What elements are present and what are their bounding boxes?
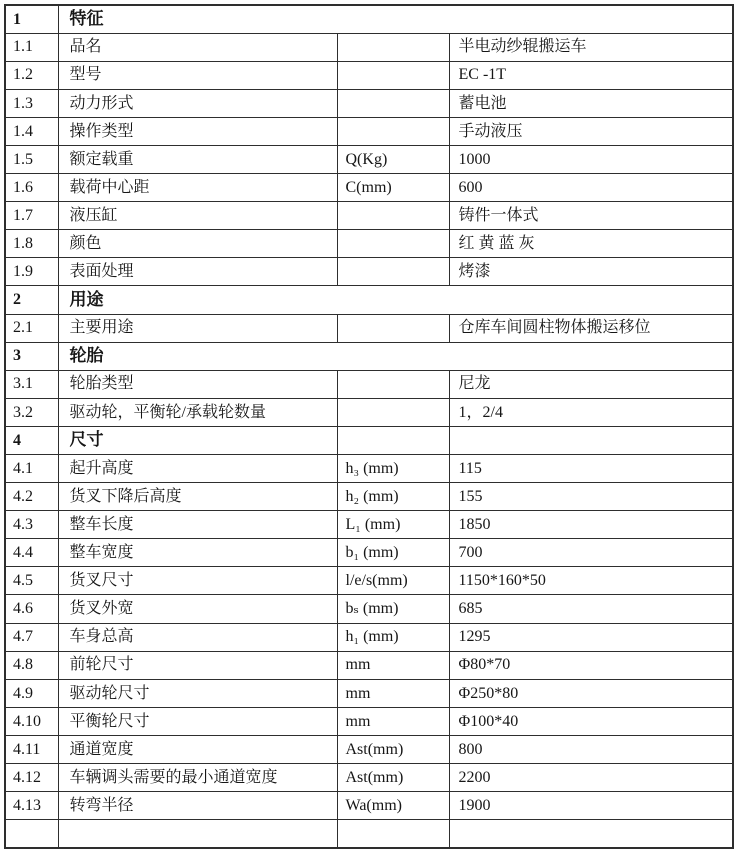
row-number-cell: 4.3: [5, 511, 58, 539]
row-label-cell: 液压缸: [58, 202, 337, 230]
row-label-cell: 轮胎: [58, 342, 733, 370]
row-number-cell: 3: [5, 342, 58, 370]
row-value-cell: 155: [449, 483, 733, 511]
row-number-cell: 1.2: [5, 61, 58, 89]
row-label-cell: 动力形式: [58, 89, 337, 117]
table-row: [5, 370, 733, 398]
table-row: [5, 735, 733, 763]
row-value-cell: 1000: [449, 145, 733, 173]
row-label-cell: 整车宽度: [58, 539, 337, 567]
row-number-cell: 2: [5, 286, 58, 314]
row-number-cell: 1.4: [5, 117, 58, 145]
row-number-cell: 1.5: [5, 145, 58, 173]
row-symbol-cell: [337, 89, 449, 117]
table-row: [5, 286, 733, 314]
row-value-cell: 685: [449, 595, 733, 623]
table-row-partial: [5, 820, 733, 848]
row-number-cell: 4.11: [5, 735, 58, 763]
row-number-cell: 4.2: [5, 483, 58, 511]
row-number-cell: 4.6: [5, 595, 58, 623]
row-number-cell: 1.8: [5, 230, 58, 258]
row-number-cell: 1: [5, 5, 58, 33]
spec-table-body: [5, 5, 733, 848]
table-row: [5, 651, 733, 679]
row-number-cell: 4.10: [5, 707, 58, 735]
table-row: [5, 398, 733, 426]
row-symbol-cell: Ast(mm): [337, 735, 449, 763]
row-symbol-cell: L₁ (mm): [337, 511, 449, 539]
row-label-cell: 货叉外宽: [58, 595, 337, 623]
row-label-cell: 载荷中心距: [58, 174, 337, 202]
row-symbol-cell: [337, 61, 449, 89]
row-value-cell: Φ250*80: [449, 679, 733, 707]
table-row: [5, 539, 733, 567]
row-number-cell: 4.12: [5, 764, 58, 792]
row-label-cell: 驱动轮尺寸: [58, 679, 337, 707]
row-value-cell: 115: [449, 455, 733, 483]
row-value-cell: 1900: [449, 792, 733, 820]
row-value-cell: 铸件一体式: [449, 202, 733, 230]
empty-cell: [58, 820, 337, 848]
table-row: [5, 89, 733, 117]
table-row: [5, 258, 733, 286]
row-value-cell: 1850: [449, 511, 733, 539]
row-number-cell: 1.7: [5, 202, 58, 230]
row-label-cell: 车身总高: [58, 623, 337, 651]
table-row: [5, 61, 733, 89]
row-number-cell: 2.1: [5, 314, 58, 342]
row-value-cell: 半电动纱辊搬运车: [449, 33, 733, 61]
table-row: [5, 707, 733, 735]
row-symbol-cell: mm: [337, 707, 449, 735]
row-symbol-cell: [337, 258, 449, 286]
row-symbol-cell: mm: [337, 651, 449, 679]
row-label-cell: 主要用途: [58, 314, 337, 342]
table-row: [5, 33, 733, 61]
row-value-cell: 烤漆: [449, 258, 733, 286]
row-number-cell: 4: [5, 426, 58, 454]
row-symbol-cell: [337, 426, 449, 454]
row-label-cell: 特征: [58, 5, 733, 33]
table-row: [5, 764, 733, 792]
row-symbol-cell: [337, 398, 449, 426]
row-value-cell: 尼龙: [449, 370, 733, 398]
row-value-cell: 1，2/4: [449, 398, 733, 426]
row-symbol-cell: [337, 230, 449, 258]
row-number-cell: 1.3: [5, 89, 58, 117]
row-label-cell: 前轮尺寸: [58, 651, 337, 679]
table-row: [5, 595, 733, 623]
row-symbol-cell: [337, 202, 449, 230]
row-value-cell: EC -1T: [449, 61, 733, 89]
row-label-cell: 驱动轮，平衡轮/承载轮数量: [58, 398, 337, 426]
row-label-cell: 品名: [58, 33, 337, 61]
row-label-cell: 整车长度: [58, 511, 337, 539]
row-value-cell: 手动液压: [449, 117, 733, 145]
table-row: [5, 5, 733, 33]
row-symbol-cell: b₁ (mm): [337, 539, 449, 567]
row-label-cell: 车辆调头需要的最小通道宽度: [58, 764, 337, 792]
row-number-cell: 4.4: [5, 539, 58, 567]
row-value-cell: 800: [449, 735, 733, 763]
row-value-cell: 仓库车间圆柱物体搬运移位: [449, 314, 733, 342]
table-row: [5, 455, 733, 483]
row-number-cell: 4.8: [5, 651, 58, 679]
empty-cell: [5, 820, 58, 848]
table-row: [5, 314, 733, 342]
row-label-cell: 颜色: [58, 230, 337, 258]
table-row: [5, 202, 733, 230]
row-symbol-cell: h₂ (mm): [337, 483, 449, 511]
row-label-cell: 平衡轮尺寸: [58, 707, 337, 735]
table-row: [5, 792, 733, 820]
row-number-cell: 1.6: [5, 174, 58, 202]
table-row: [5, 623, 733, 651]
table-row: [5, 483, 733, 511]
table-row: [5, 426, 733, 454]
row-label-cell: 通道宽度: [58, 735, 337, 763]
row-symbol-cell: h₃ (mm): [337, 455, 449, 483]
row-label-cell: 起升高度: [58, 455, 337, 483]
spec-table: [4, 4, 734, 849]
table-row: [5, 174, 733, 202]
row-value-cell: Φ80*70: [449, 651, 733, 679]
row-label-cell: 轮胎类型: [58, 370, 337, 398]
row-value-cell: 1150*160*50: [449, 567, 733, 595]
row-symbol-cell: [337, 314, 449, 342]
row-label-cell: 操作类型: [58, 117, 337, 145]
table-row: [5, 567, 733, 595]
row-number-cell: 1.1: [5, 33, 58, 61]
row-symbol-cell: bₛ (mm): [337, 595, 449, 623]
empty-cell: [337, 820, 449, 848]
empty-cell: [449, 820, 733, 848]
row-symbol-cell: [337, 117, 449, 145]
row-symbol-cell: Ast(mm): [337, 764, 449, 792]
row-symbol-cell: l/e/s(mm): [337, 567, 449, 595]
row-value-cell: [449, 426, 733, 454]
table-row: [5, 145, 733, 173]
table-row: [5, 230, 733, 258]
table-row: [5, 342, 733, 370]
row-value-cell: Φ100*40: [449, 707, 733, 735]
row-label-cell: 用途: [58, 286, 733, 314]
row-value-cell: 红 黄 蓝 灰: [449, 230, 733, 258]
row-number-cell: 4.9: [5, 679, 58, 707]
row-number-cell: 4.5: [5, 567, 58, 595]
row-value-cell: 700: [449, 539, 733, 567]
row-symbol-cell: [337, 33, 449, 61]
row-value-cell: 蓄电池: [449, 89, 733, 117]
row-label-cell: 表面处理: [58, 258, 337, 286]
row-symbol-cell: mm: [337, 679, 449, 707]
row-symbol-cell: Q(Kg): [337, 145, 449, 173]
table-row: [5, 511, 733, 539]
row-number-cell: 1.9: [5, 258, 58, 286]
table-row: [5, 117, 733, 145]
row-label-cell: 额定载重: [58, 145, 337, 173]
row-number-cell: 3.2: [5, 398, 58, 426]
row-symbol-cell: h₁ (mm): [337, 623, 449, 651]
row-value-cell: 1295: [449, 623, 733, 651]
row-label-cell: 转弯半径: [58, 792, 337, 820]
row-label-cell: 货叉下降后高度: [58, 483, 337, 511]
row-number-cell: 3.1: [5, 370, 58, 398]
row-label-cell: 型号: [58, 61, 337, 89]
row-symbol-cell: [337, 370, 449, 398]
table-row: [5, 679, 733, 707]
row-symbol-cell: C(mm): [337, 174, 449, 202]
row-number-cell: 4.1: [5, 455, 58, 483]
row-value-cell: 2200: [449, 764, 733, 792]
row-number-cell: 4.7: [5, 623, 58, 651]
row-number-cell: 4.13: [5, 792, 58, 820]
row-label-cell: 尺寸: [58, 426, 337, 454]
row-label-cell: 货叉尺寸: [58, 567, 337, 595]
row-symbol-cell: Wa(mm): [337, 792, 449, 820]
row-value-cell: 600: [449, 174, 733, 202]
